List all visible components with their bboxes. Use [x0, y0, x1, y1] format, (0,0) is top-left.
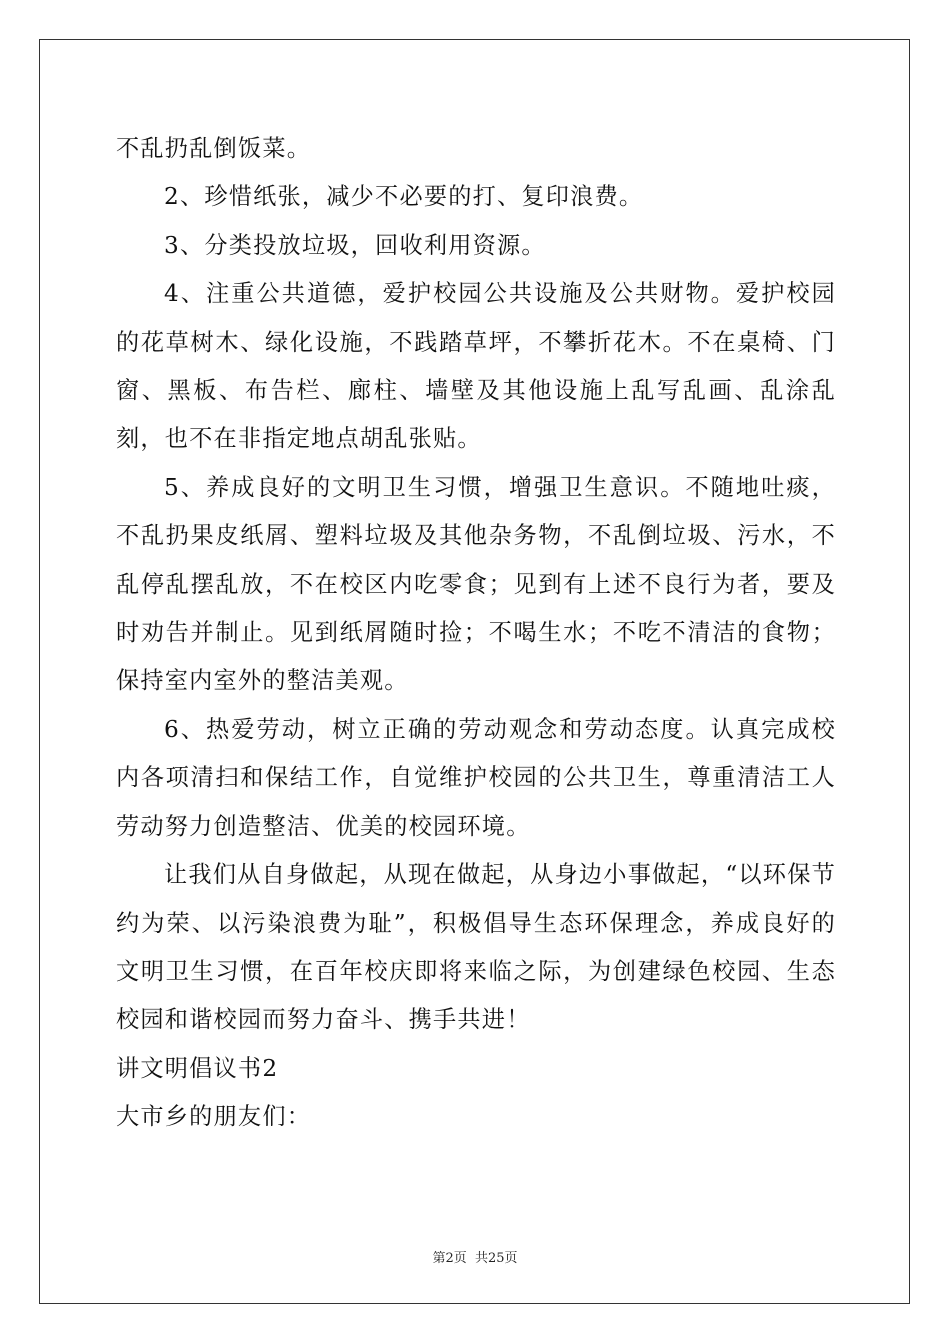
paragraph-4: 4、注重公共道德，爱护校园公共设施及公共财物。爱护校园的花草树木、绿化设施，不践踏草坪，不攀折花木。不在桌椅、门窗、黑板、布告栏、廊柱、墙壁及其他设施上乱写乱画、乱涂乱刻，也不在非指定地点胡乱张贴。: [116, 280, 836, 453]
document-body: [116, 125, 836, 1142]
page-number: 第2页: [432, 1251, 467, 1266]
salutation: 大市乡的朋友们：: [116, 1103, 312, 1131]
paragraph-6: 6、热爱劳动，树立正确的劳动观念和劳动态度。认真完成校内各项清扫和保结工作，自觉维护校园的公共卫生，尊重清洁工人劳动努力创造整洁、优美的校园环境。: [116, 715, 836, 840]
paragraph-5: 5、养成良好的文明卫生习惯，增强卫生意识。不随地吐痰，不乱扔果皮纸屑、塑料垃圾及其他杂务物，不乱倒垃圾、污水，不乱停乱摆乱放，不在校区内吃零食；见到有上述不良行为者，要及时劝告并制止。见到纸屑随时捡；不喝生水；不吃不清洁的食物；保持室内室外的整洁美观。: [116, 473, 836, 695]
total-pages: 共25页: [474, 1251, 518, 1266]
page-footer: [0, 1247, 950, 1266]
paragraph-1: 不乱扔乱倒饭菜。: [116, 135, 312, 162]
section-heading: 讲文明倡议书2: [116, 1054, 279, 1082]
paragraph-3: 3、分类投放垃圾，回收利用资源。: [164, 231, 546, 259]
paragraph-2: 2、珍惜纸张，减少不必要的打、复印浪费。: [164, 183, 644, 211]
paragraph-7: 让我们从自身做起，从现在做起，从身边小事做起，“以环保节约为荣、以污染浪费为耻”，积极倡导生态环保理念，养成良好的文明卫生习惯，在百年校庆即将来临之际，为创建绿色校园、生态校园和谐校园而努力奋斗、携手共进！: [116, 861, 836, 1034]
